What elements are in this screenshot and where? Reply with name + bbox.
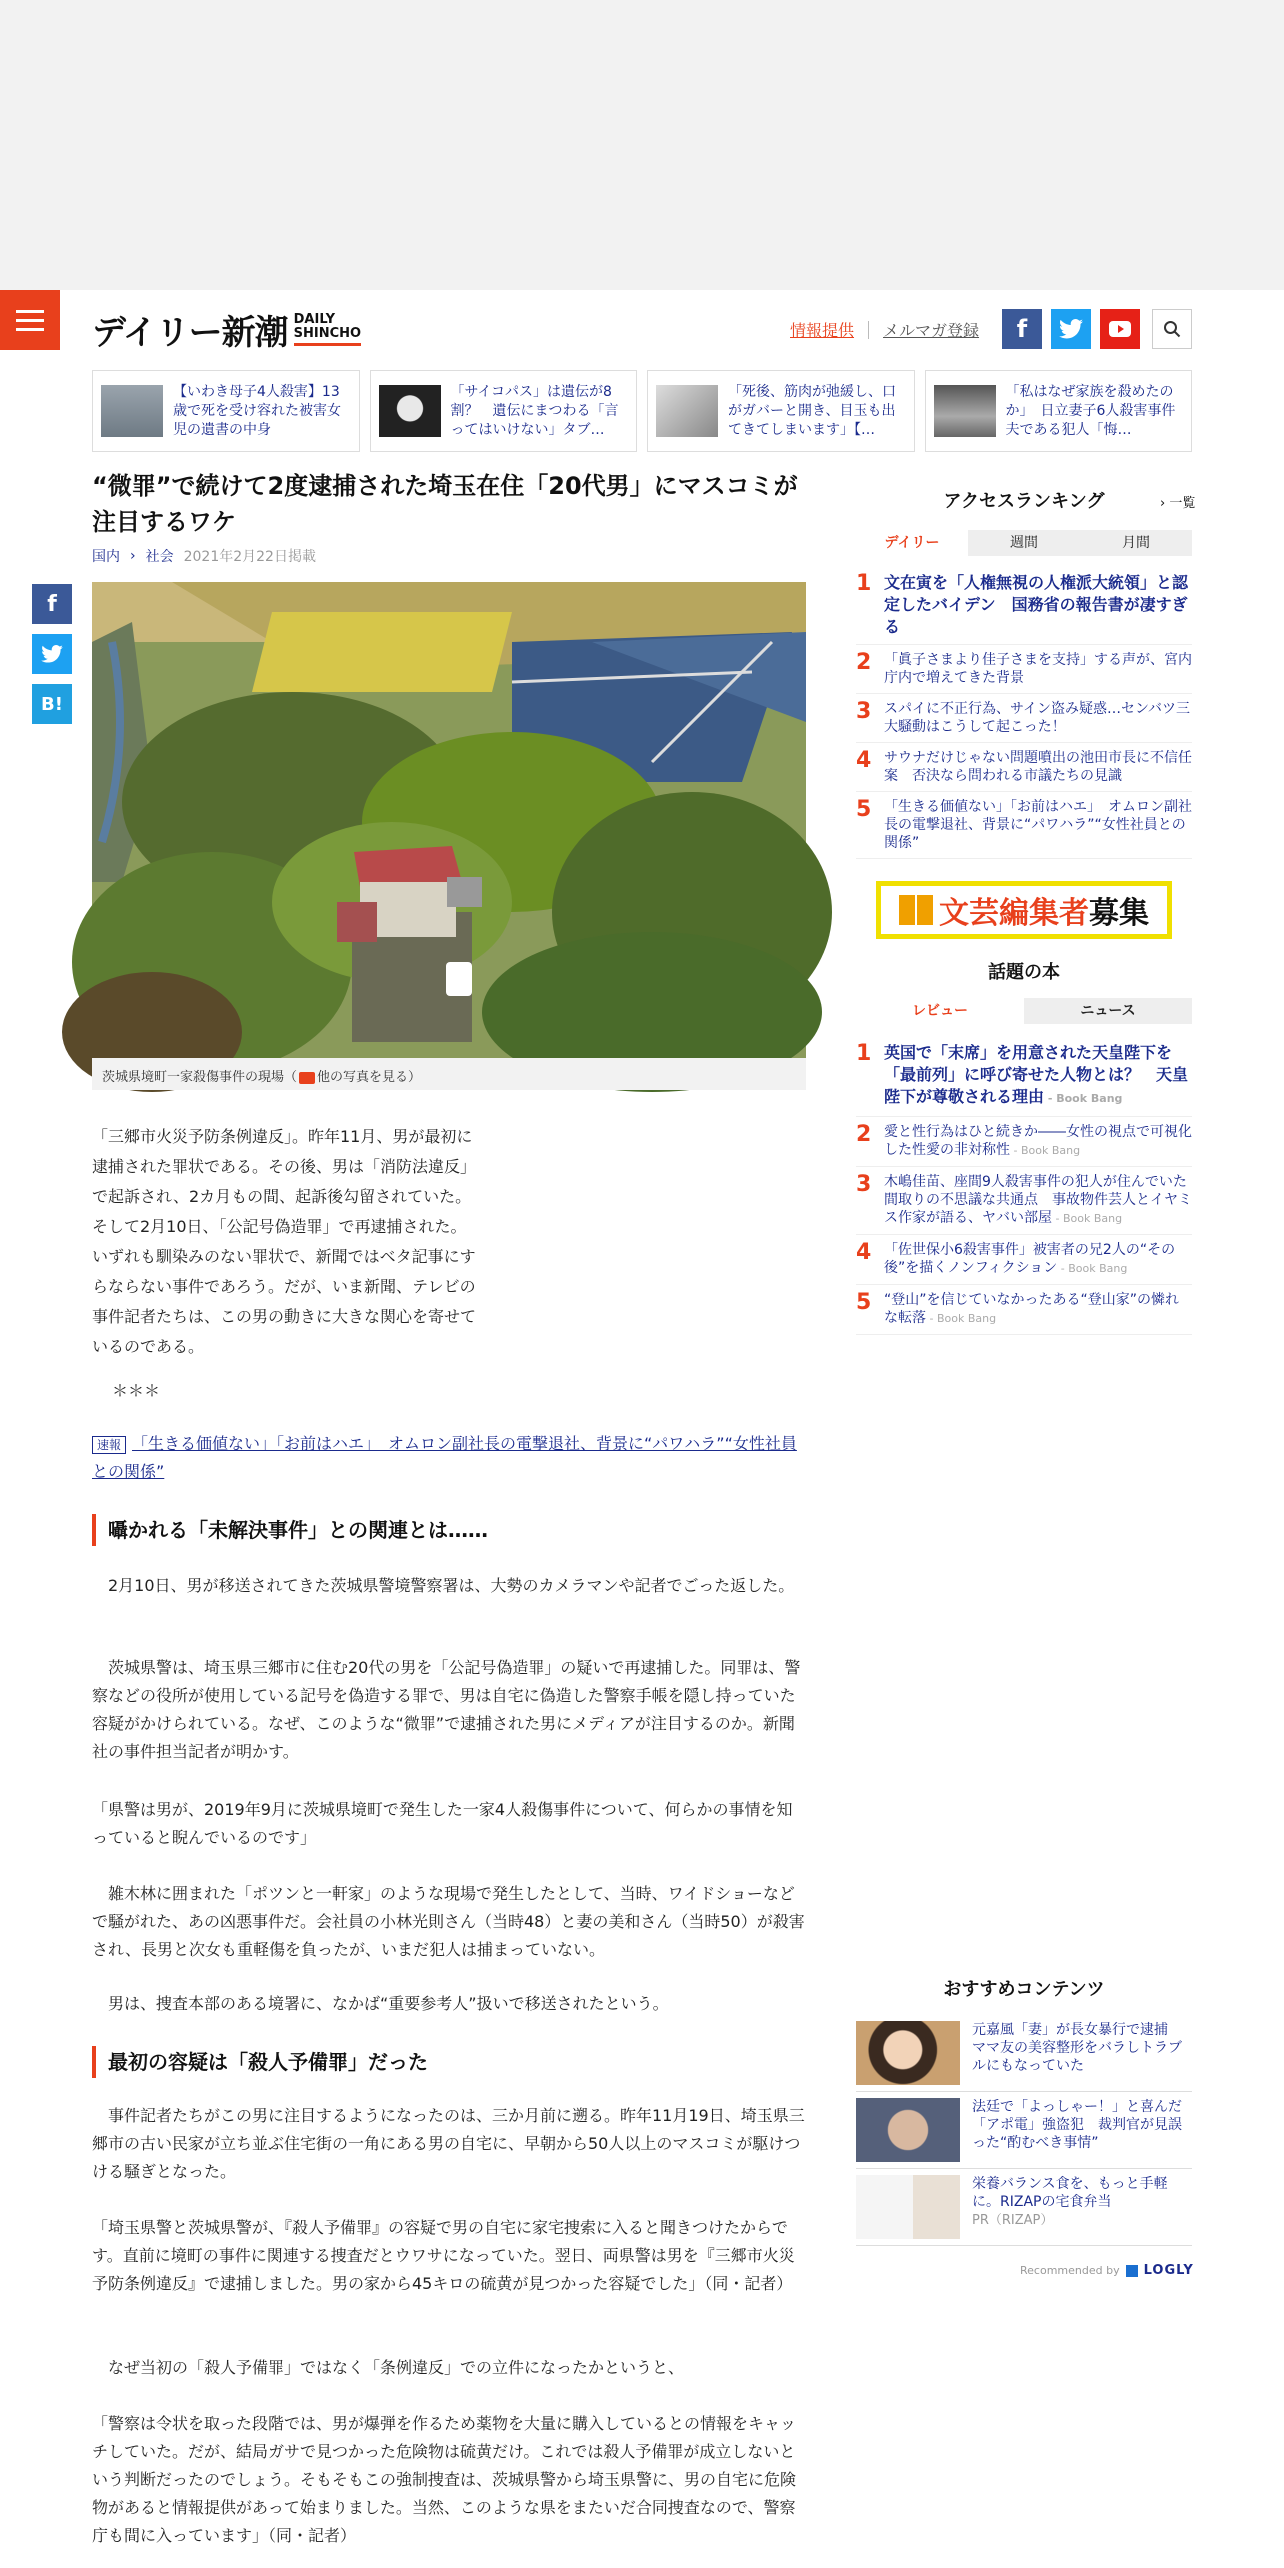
category-link[interactable]: 国内 bbox=[92, 549, 120, 565]
list-item[interactable]: 5 “登山”を信じていなかったある“登山家”の憐れな転落 - Book Bang bbox=[856, 1285, 1192, 1335]
paragraph: 茨城県警は、埼玉県三郷市に住む20代の男を「公記号偽造罪」の疑いで再逮捕した。同罪は、警察などの役所が使用している記号を偽造する罪で、男は自宅に偽造した警察手帳を隠し持っていた容疑がかけられている。なぜ、このような“微罪”で逮捕された男にメディアが注目するのか。新聞社の事件担当記者が明かす。 bbox=[92, 1658, 801, 1761]
list-item[interactable]: 5 「生きる価値ない」「お前はハエ」 オムロン副社長の電撃退社、背景に“パワハラ”“女性社員との関係” bbox=[856, 792, 1192, 859]
menu-icon bbox=[16, 310, 44, 313]
paragraph: 雑木林に囲まれた「ポツンと一軒家」のような現場で発生したとして、当時、ワイドショーなどで騒がれた、あの凶悪事件だ。会社員の小林光則さん（当時48）と妻の美和さん（当時50）が殺害され、長男と次女も重軽傷を負ったが、いまだ犯人は捕まっていない。 bbox=[92, 1884, 805, 1959]
topic-thumbnail bbox=[656, 385, 718, 437]
camera-icon bbox=[299, 1072, 315, 1084]
photo-caption: 茨城県境町一家殺傷事件の現場（ 他の写真を見る） bbox=[92, 1058, 806, 1090]
tab-monthly[interactable]: 月間 bbox=[1080, 530, 1192, 556]
list-item[interactable]: 1 英国で「末席」を用意された天皇陛下を「最前列」に呼び寄せた人物とは？ 天皇陛下が尊敬される理由 - Book Bang bbox=[856, 1036, 1192, 1117]
topic-thumbnail bbox=[934, 385, 996, 437]
recommend-title: おすすめコンテンツ bbox=[943, 1979, 1105, 2000]
list-item[interactable]: 2 「眞子さまより佳子さまを支持」する声が、宮内庁内で増えてきた背景 bbox=[856, 645, 1192, 694]
paragraph: 「県警は男が、2019年9月に茨城県境町で発生した一家4人殺傷事件について、何らかの事情を知っていると睨んでいるのです」 bbox=[92, 1800, 793, 1847]
paragraph: なぜ当初の「殺人予備罪」ではなく「条例違反」での立件になったかというと、 bbox=[92, 2358, 685, 2377]
paragraph: 事件記者たちがこの男に注目するようになったのは、三か月前に遡る。昨年11月19日、埼玉県三郷市の古い民家が立ち並ぶ住宅街の一角にある男の自宅に、早朝から50人以上のマスコミが駆けつける騒ぎとなった。 bbox=[92, 2106, 805, 2181]
topic-card[interactable]: 「サイコパス」は遺伝が8割？ 遺伝にまつわる「言ってはいけない」タブ… bbox=[370, 370, 638, 452]
topic-card[interactable]: 「死後、筋肉が弛緩し、口がガバーと開き、目玉も出てきてしまいます」【… bbox=[647, 370, 915, 452]
logly-icon bbox=[1126, 2265, 1138, 2277]
list-item[interactable]: 3 木嶋佳苗、座間9人殺害事件の犯人が住んでいた間取りの不思議な共通点 事故物件芸人とイヤミス作家が語る、ヤバい部屋 - Book Bang bbox=[856, 1167, 1192, 1235]
list-item[interactable]: 2 愛と性行為はひと続きか――女性の視点で可視化した性愛の非対称性 - Book Bang bbox=[856, 1117, 1192, 1167]
site-logo[interactable]: デイリー新潮 DAILY SHINCHO bbox=[92, 311, 362, 353]
tab-weekly[interactable]: 週間 bbox=[968, 530, 1080, 556]
hatena-bookmark-icon[interactable]: B! bbox=[32, 684, 72, 724]
books-list bbox=[856, 1036, 1192, 1335]
section-heading: 最初の容疑は「殺人予備罪」だった bbox=[92, 2046, 806, 2078]
paragraph: 「埼玉県警と茨城県警が、『殺人予備罪』の容疑で男の自宅に家宅捜索に入ると聞きつけたからです。直前に境町の事件に関連する捜査だとウワサになっていた。翌日、両県警は男を『三郷市火災予防条例違反』で逮捕しました。男の家から45キロの硫黄が見つかった容疑でした」（同・記者） bbox=[92, 2218, 795, 2293]
chevron-right-icon: › bbox=[1160, 496, 1170, 511]
topic-thumbnail bbox=[101, 385, 163, 437]
twitter-share-icon[interactable] bbox=[32, 634, 72, 674]
tips-link[interactable]: 情報提供 bbox=[790, 321, 855, 340]
list-item[interactable]: 3 スパイに不正行為、サイン盗み疑惑…センバツ三大騒動はこうして起こった！ bbox=[856, 694, 1192, 743]
facebook-icon[interactable]: f bbox=[1002, 309, 1042, 349]
logly-logo[interactable]: LOGLY bbox=[1143, 2263, 1194, 2278]
article-lead: 「三郷市火災予防条例違反」。昨年11月、男が最初に逮捕された罪状である。その後、男は「消防法違反」で起訴され、2カ月もの間、起訴後勾留されていた。そして2月10日、「公記号偽造罪」で再逮捕された。いずれも馴染みのない罪状で、新聞ではベタ記事にすらならない事件であろう。だが、いま新聞、テレビの事件記者たちは、この男の動きに大きな関心を寄せているのである。 bbox=[92, 1127, 477, 1356]
breaking-badge: 速報 bbox=[92, 1436, 126, 1454]
paragraph: 男は、捜査本部のある境署に、なかば“重要参考人”扱いで移送されたという。 bbox=[92, 1994, 669, 2013]
tab-review[interactable]: レビュー bbox=[856, 998, 1024, 1024]
topic-carousel bbox=[92, 370, 1192, 452]
recruit-banner[interactable]: 文芸編集者 募集 bbox=[876, 881, 1172, 939]
category-link[interactable]: 社会 bbox=[145, 549, 174, 565]
twitter-icon[interactable] bbox=[1051, 309, 1091, 349]
more-photos-link[interactable]: 他の写真を見る bbox=[317, 1070, 409, 1085]
breaking-news-link[interactable]: 速報 「生きる価値ない」「お前はハエ」 オムロン副社長の電撃退社、背景に“パワハラ”“女性社員との関係” bbox=[92, 1434, 797, 1481]
ranking-tabs bbox=[856, 530, 1192, 556]
separator: ＊＊＊ bbox=[112, 1381, 161, 1400]
article-photo[interactable] bbox=[92, 582, 806, 1058]
youtube-icon[interactable] bbox=[1100, 309, 1140, 349]
list-item[interactable]: 4 サウナだけじゃない問題噴出の池田市長に不信任案 否決なら問われる市議たちの見識 bbox=[856, 743, 1192, 792]
recommend-thumbnail bbox=[856, 2021, 960, 2085]
newsletter-link[interactable]: メルマガ登録 bbox=[883, 321, 980, 340]
book-icon bbox=[899, 895, 933, 925]
list-item[interactable]: 4 「佐世保小6殺害事件」被害者の兄2人の“その後”を描くノンフィクション - Book Bang bbox=[856, 1235, 1192, 1285]
chevron-right-icon: › bbox=[130, 548, 136, 564]
topic-thumbnail bbox=[379, 385, 441, 437]
ranking-more-link[interactable]: › 一覧 bbox=[1160, 496, 1196, 511]
recommend-thumbnail bbox=[856, 2098, 960, 2162]
section-heading: 囁かれる「未解決事件」との関連とは…… bbox=[92, 1514, 806, 1546]
ranking-list bbox=[856, 566, 1192, 859]
header-links bbox=[790, 318, 979, 341]
topic-card[interactable]: 「私はなぜ家族を殺めたのか」 日立妻子6人殺害事件 夫である犯人「悔… bbox=[925, 370, 1193, 452]
publish-date: 2021年2月22日掲載 bbox=[183, 549, 316, 565]
paragraph: 「警察は令状を取った段階では、男が爆弾を作るため薬物を大量に購入しているとの情報をキャッチしていた。だが、結局ガサで見つかった危険物は硫黄だけ。これでは殺人予備罪が成立しないという判断だったのでしょう。そもそもこの強制捜査は、茨城県警から埼玉県警に、男の自宅に危険物があると情報提供があって始まりました。当然、このような県をまたいだ合同捜査なので、警察庁も間に入っています」（同・記者） bbox=[92, 2414, 797, 2545]
books-tabs bbox=[856, 998, 1192, 1024]
paragraph: 2月10日、男が移送されてきた茨城県警境警察署は、大勢のカメラマンや記者でごった返した。 bbox=[92, 1576, 795, 1595]
recommended-by: Recommended by LOGLY bbox=[1020, 2263, 1194, 2278]
recommend-item[interactable]: 元嘉風「妻」が長女暴行で逮捕 ママ友の美容整形をバラしトラブルにもなっていた bbox=[856, 2015, 1192, 2092]
list-item[interactable]: 1 文在寅を「人権無視の人権派大統領」と認定したバイデン 国務省の報告書が凄すぎる bbox=[856, 566, 1192, 645]
tab-news[interactable]: ニュース bbox=[1024, 998, 1192, 1024]
tab-daily[interactable]: デイリー bbox=[856, 530, 968, 556]
recommend-item[interactable]: 法廷で「よっしゃー！」と喜んだ「アポ電」強盗犯 裁判官が見誤った“酌むべき事情” bbox=[856, 2092, 1192, 2169]
search-icon[interactable] bbox=[1152, 309, 1192, 349]
article-title: “微罪”で続けて2度逮捕された埼玉在住「20代男」にマスコミが注目するワケ bbox=[92, 472, 798, 536]
recommend-item[interactable]: 栄養バランス食を、もっと手軽に。RIZAPの宅食弁当 PR（RIZAP） bbox=[856, 2169, 1192, 2246]
article-meta bbox=[92, 546, 316, 566]
ranking-title: アクセスランキング bbox=[943, 491, 1105, 512]
facebook-share-icon[interactable]: f bbox=[32, 584, 72, 624]
share-buttons bbox=[32, 584, 72, 724]
recommend-list bbox=[856, 2015, 1192, 2246]
books-title: 話題の本 bbox=[988, 962, 1060, 983]
ad-space bbox=[0, 0, 1284, 290]
topic-card[interactable]: 【いわき母子4人殺害】13歳で死を受け容れた被害女児の遺書の中身 bbox=[92, 370, 360, 452]
recommend-thumbnail bbox=[856, 2175, 960, 2239]
menu-button[interactable] bbox=[0, 290, 60, 350]
